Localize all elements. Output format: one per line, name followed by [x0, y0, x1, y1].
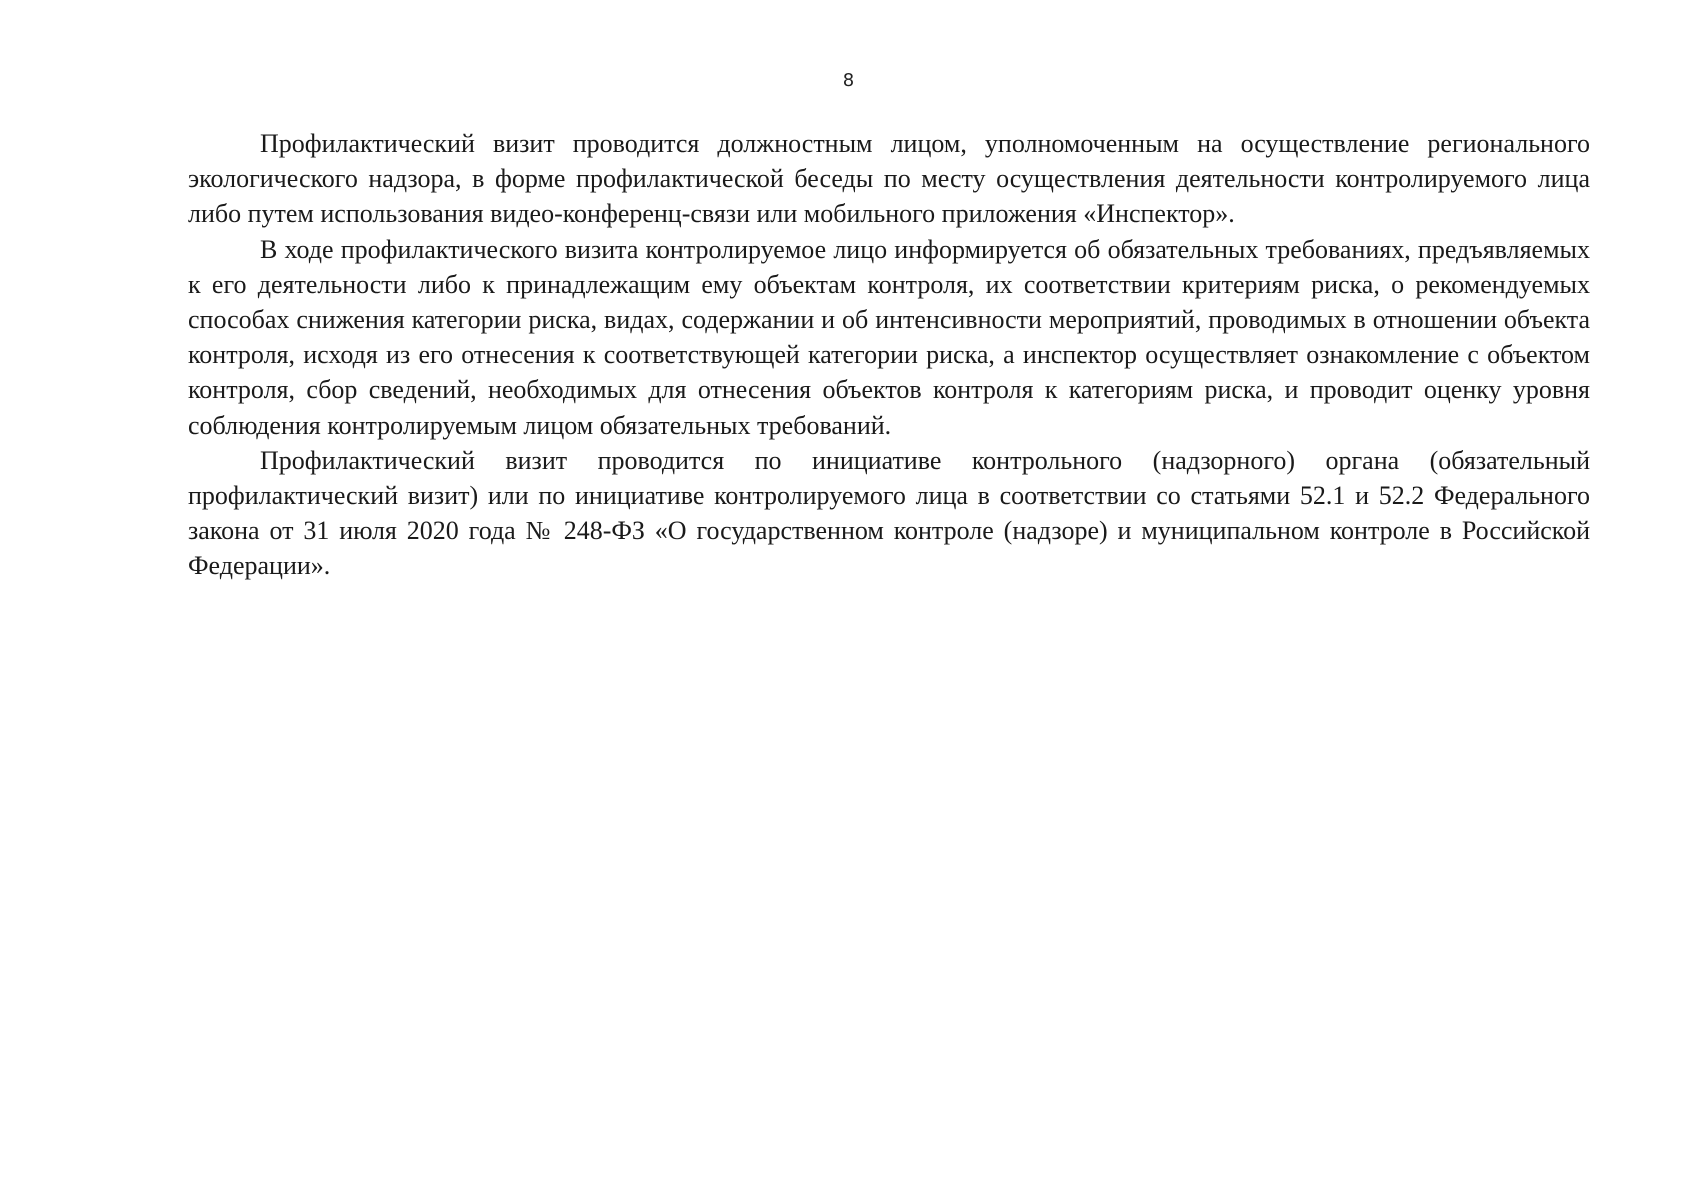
- paragraph-2: В ходе профилактического визита контролируемое лицо информируется об обязательных требованиях, предъявляемых к его деятельности либо к принадлежащим ему объектам контроля, их соответствии критериям риска, о рекомендуемых способах снижения категории риска, видах, содержании и об интенсивности мероприятий, проводимых в отношении объекта контроля, исходя из его отнесения к соответствующей категории риска, а инспектор осуществляет ознакомление с объектом контроля, сбор сведений, необходимых для отнесения объектов контроля к категориям риска, и проводит оценку уровня соблюдения контролируемым лицом обязательных требований.: [188, 234, 1590, 440]
- document-body: [188, 126, 1590, 584]
- paragraph-1: Профилактический визит проводится должностным лицом, уполномоченным на осуществление регионального экологического надзора, в форме профилактической беседы по месту осуществления деятельности контролируемого лица либо путем использования видео-конференц-связи или мобильного приложения «Инспектор».: [188, 129, 1590, 229]
- paragraph-3: Профилактический визит проводится по инициативе контрольного (надзорного) органа (обязательный профилактический визит) или по инициативе контролируемого лица в соответствии со статьями 52.1 и 52.2 Федерального закона от 31 июля 2020 года № 248-ФЗ «О государственном контроле (надзоре) и муниципальном контроле в Российской Федерации».: [188, 445, 1590, 581]
- page-number: 8: [842, 70, 855, 91]
